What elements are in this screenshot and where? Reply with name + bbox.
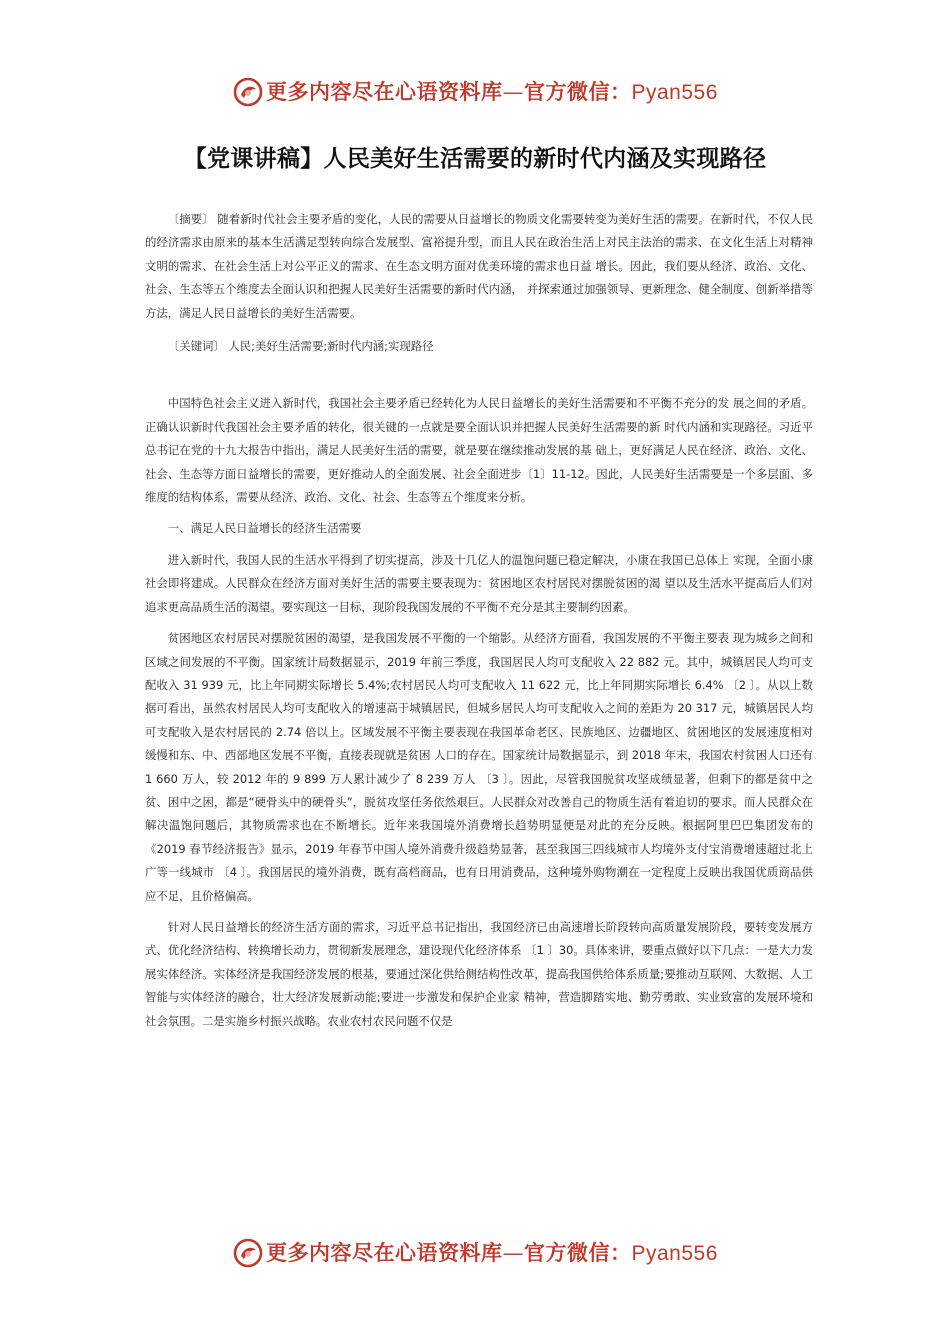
logo-icon [232,76,264,108]
body-paragraph: 针对人民日益增长的经济生活方面的需求，习近平总书记指出，我国经济已由高速增长阶段转向高质量发展阶段，要转变发展方式、优化经济结构、转换增长动力，贯彻新发展理念，建设现代化经济体系 〔1 〕30。具体来讲，要重点做好以下几点：一是大力发展实体经济。实体经济是我国经济发展的根基，要通过深化供给侧结构性改革，提高我国供给体系质量;要推动互联网、大数据、人工智能与实体经济的融合，壮大经济发展新动能;要进一步激发和保护企业家 精神，营造脚踏实地、勤劳勇敢、实业致富的发展环境和社会氛围。二是实施乡村振兴战略。农业农村农民问题不仅是 [145,919,813,1028]
abstract-paragraph: 〔摘要〕 随着新时代社会主要矛盾的变化，人民的需要从日益增长的物质文化需要转变为美好生活的需要。在新时代，不仅人民的经济需求由原来的基本生活满足型转向综合发展型、富裕提升型，而且人民在政治生活上对民主法治的需求、在文化生活上对精神文明的需求、在社会生活上对公平正义的需求、在生态文明方面对优美环境的需求也日益 增长。因此，我们要从经济、政治、文化、社会、生态等五个维度去全面认识和把握人民美好生活需要的新时代内涵， 并探索通过加强领导、更新理念、健全制度、创新举措等方法，满足人民日益增长的美好生活需要。 [145,212,813,320]
document-body [145,208,813,1041]
body-paragraph: 贫困地区农村居民对摆脱贫困的渴望，是我国发展不平衡的一个缩影。从经济方面看，我国发展的不平衡主要表 现为城乡之间和区域之间发展的不平衡。国家统计局数据显示，2019 年前三季度，我国居民人均可支配收入 22 882 元。其中，城镇居民人均可支配收入 31 939 元，比上年同期实际增长 5.4%;农村居民人均可支配收入 11 622 元，比上年同期实际增长 6.4% 〔2 〕。从以上数据可看出，虽然农村居民人均可支配收入的增速高于城镇居民，但城乡居民人均可支配收入之间的差距为 20 317 元，城镇居民人均可支配收入是农村居民的 2.74 倍以上。区域发展不平衡主要表现在我国革命老区、民族地区、边疆地区、贫困地区的发展速度相对缓慢和东、中、西部地区发展不平衡，直接表现就是贫困 人口的存在。国家统计局数据显示，到 2018 年末，我国农村贫困人口还有 1 660 万人，较 2012 年的 9 899 万人累计减少了 8 239 万人 〔3 〕。因此，尽管我国脱贫攻坚成绩显著，但剩下的都是贫中之贫、困中之困，都是“硬骨头中的硬骨头”，脱贫攻坚任务依然艰巨。人民群众对改善自己的物质生活有着迫切的要求。而人民群众在解决温饱问题后，其物质需求也在不断增长。近年来我国境外消费增长趋势明显便是对此的充分反映。根据阿里巴巴集团发布的《2019 春节经济报告》显示，2019 年春节中国人境外消费升级趋势显著，甚至我国三四线城市人均境外支付宝消费增速超过北上广等一线城市 〔4 〕。我国居民的境外消费，既有高档商品，也有日用消费品，这种境外购物潮在一定程度上反映出我国优质商品供应不足，且价格偏高。 [145,631,813,903]
document-title: 【党课讲稿】人民美好生活需要的新时代内涵及实现路径 [183,146,767,172]
banner-text-cn: 更多内容尽在心语资料库 [266,1240,503,1265]
banner-wechat-id: Pyan556 [631,1242,718,1265]
body-paragraph: 中国特色社会主义进入新时代，我国社会主要矛盾已经转化为人民日益增长的美好生活需要和不平衡不充分的发 展之间的矛盾。正确认识新时代我国社会主要矛盾的转化，很关键的一点就是要全面认识并把握人民美好生活需要的新 时代内涵和实现路径。习近平总书记在党的十九大报告中指出，满足人民美好生活的需要，就是要在继续推动发展的基 础上，更好满足人民在经济、政治、文化、社会、生态等方面日益增长的需要，更好推动人的全面发展、社会全面进步〔1〕11-12。因此，人民美好生活需要是一个多层面、多维度的结构体系，需要从经济、政治、文化、社会、生态等五个维度来分析。 [145,396,813,505]
banner-dash: — [502,1241,524,1265]
banner-wechat-label: 官方微信： [524,1240,632,1265]
banner-text [266,78,718,107]
banner-wechat-id: Pyan556 [631,81,718,104]
section-heading: 一、满足人民日益增长的经济生活需要 [167,521,362,536]
footer-banner [0,1233,950,1273]
logo-icon [232,1237,264,1269]
banner-text [266,1239,718,1268]
banner-wechat-label: 官方微信： [524,79,632,104]
banner-dash: — [502,80,524,104]
keywords-paragraph: 〔关键词〕 人民;美好生活需要;新时代内涵;实现路径 [167,339,434,354]
banner-text-cn: 更多内容尽在心语资料库 [266,79,503,104]
body-paragraph: 进入新时代，我国人民的生活水平得到了切实提高，涉及十几亿人的温饱问题已稳定解决，小康在我国已总体上 实现，全面小康社会即将建成。人民群众在经济方面对美好生活的需要主要表现为：贫困地区农村居民对摆脱贫困的渴 望以及生活水平提高后人们对追求更高品质生活的渴望。要实现这一目标，现阶段我国发展的不平衡不充分是其主要制约因素。 [145,552,813,614]
header-banner [0,72,950,112]
